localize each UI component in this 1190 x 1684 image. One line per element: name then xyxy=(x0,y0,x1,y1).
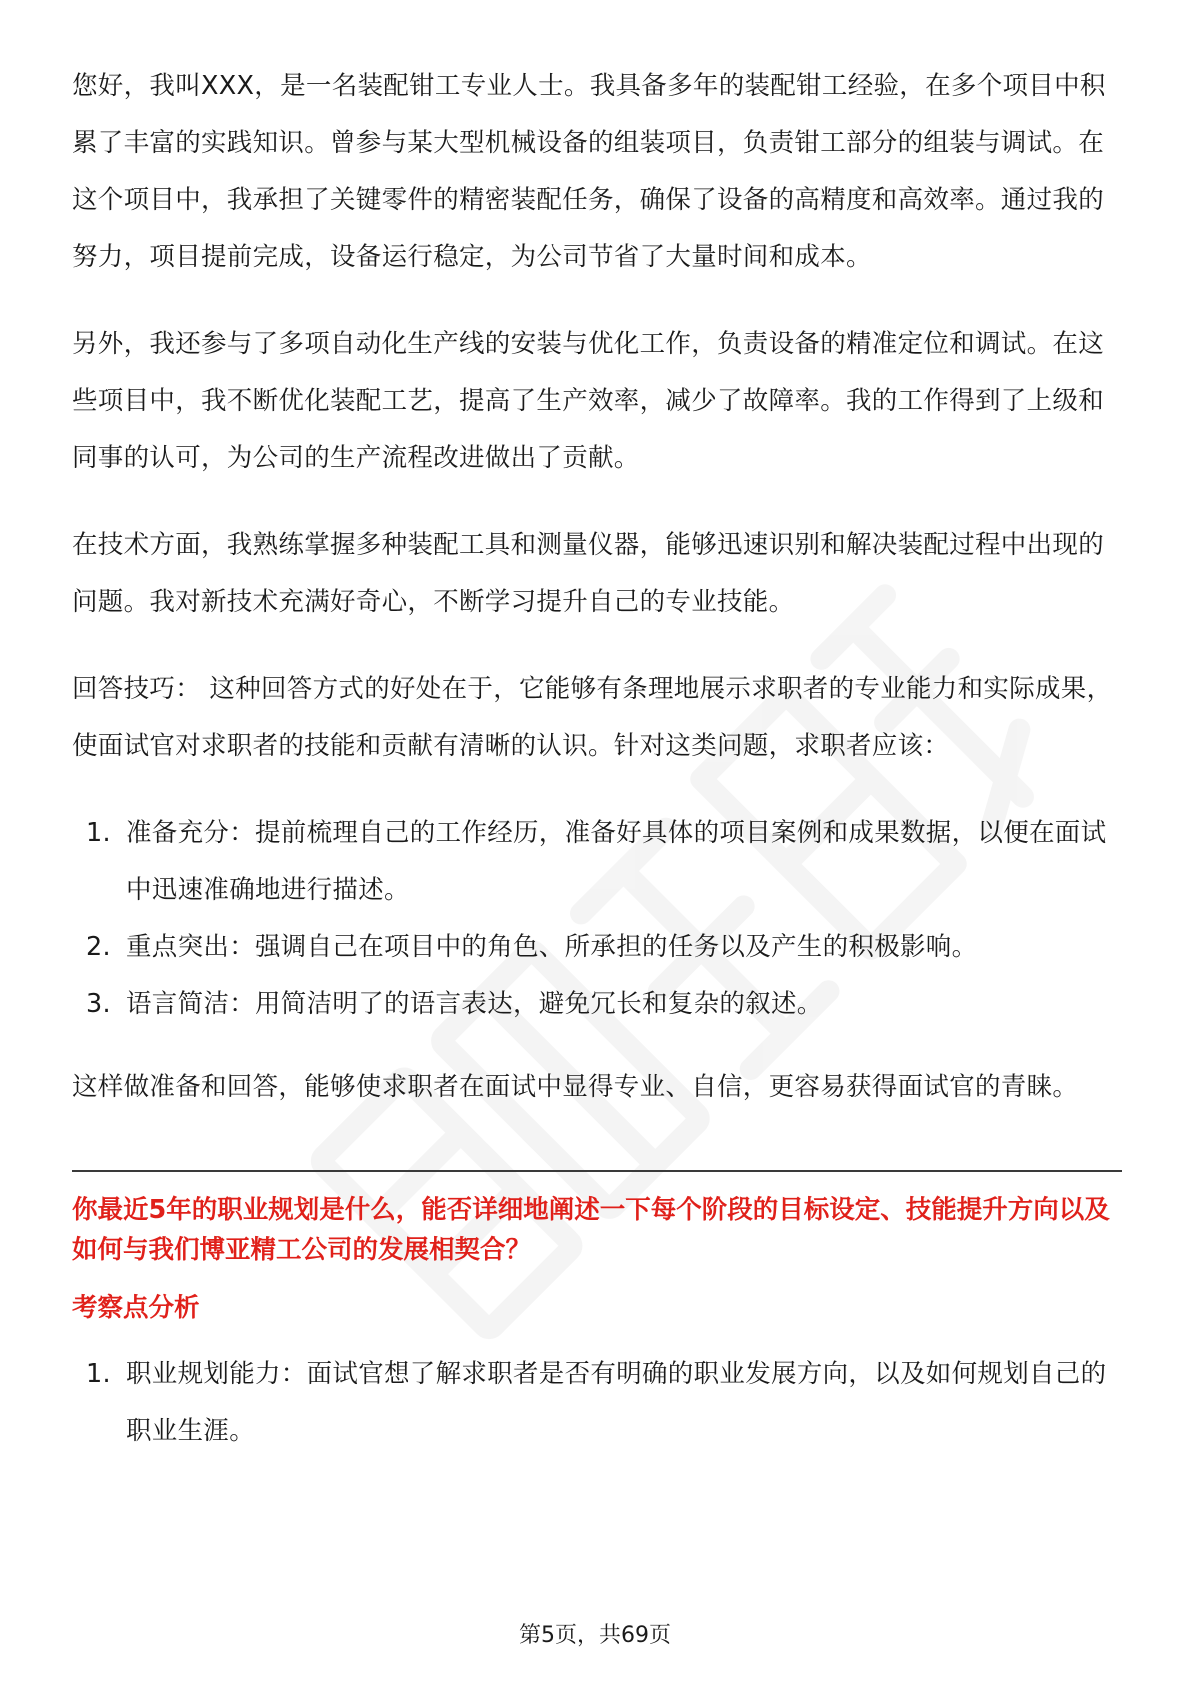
list-item-text: 重点突出：强调自己在项目中的角色、所承担的任务以及产生的积极影响。 xyxy=(126,932,978,962)
list-item-text: 语言简洁：用简洁明了的语言表达，避免冗长和复杂的叙述。 xyxy=(126,989,823,1019)
analysis-list xyxy=(72,1346,1122,1460)
list-number: 1. xyxy=(86,818,111,848)
list-number: 3. xyxy=(86,989,111,1019)
paragraph-closing: 这样做准备和回答，能够使求职者在面试中显得专业、自信，更容易获得面试官的青睐。 xyxy=(72,1072,1079,1102)
page-footer: 第5页，共69页 xyxy=(519,1623,671,1648)
list-item xyxy=(72,805,1122,919)
list-item xyxy=(72,1346,1122,1460)
list-item-text: 职业规划能力：面试官想了解求职者是否有明确的职业发展方向，以及如何规划自己的职业生涯。 xyxy=(126,1359,1107,1446)
document-page xyxy=(72,58,1122,1460)
analysis-title: 考察点分析 xyxy=(72,1293,200,1323)
interview-question: 你最近5年的职业规划是什么，能否详细地阐述一下每个阶段的目标设定、技能提升方向以及如何与我们博亚精工公司的发展相契合？ xyxy=(72,1195,1110,1265)
paragraph-intro: 您好，我叫XXX，是一名装配钳工专业人士。我具备多年的装配钳工经验，在多个项目中积累了丰富的实践知识。曾参与某大型机械设备的组装项目，负责钳工部分的组装与调试。在这个项目中，我承担了关键零件的精密装配任务，确保了设备的高精度和高效率。通过我的努力，项目提前完成，设备运行稳定，为公司节省了大量时间和成本。 xyxy=(72,71,1106,272)
list-item xyxy=(72,976,1122,1033)
list-number: 1. xyxy=(86,1359,111,1389)
section-divider xyxy=(72,1170,1122,1172)
paragraph-automation: 另外，我还参与了多项自动化生产线的安装与优化工作，负责设备的精准定位和调试。在这些项目中，我不断优化装配工艺，提高了生产效率，减少了故障率。我的工作得到了上级和同事的认可，为公司的生产流程改进做出了贡献。 xyxy=(72,329,1105,473)
paragraph-answer-tips: 回答技巧： 这种回答方式的好处在于，它能够有条理地展示求职者的专业能力和实际成果，使面试官对求职者的技能和贡献有清晰的认识。针对这类问题，求职者应该： xyxy=(72,674,1113,761)
list-number: 2. xyxy=(86,932,111,962)
tips-list xyxy=(72,805,1122,1033)
list-item-text: 准备充分：提前梳理自己的工作经历，准备好具体的项目案例和成果数据，以便在面试中迅速准确地进行描述。 xyxy=(126,818,1107,905)
list-item xyxy=(72,919,1122,976)
paragraph-technical: 在技术方面，我熟练掌握多种装配工具和测量仪器，能够迅速识别和解决装配过程中出现的问题。我对新技术充满好奇心，不断学习提升自己的专业技能。 xyxy=(72,530,1105,617)
